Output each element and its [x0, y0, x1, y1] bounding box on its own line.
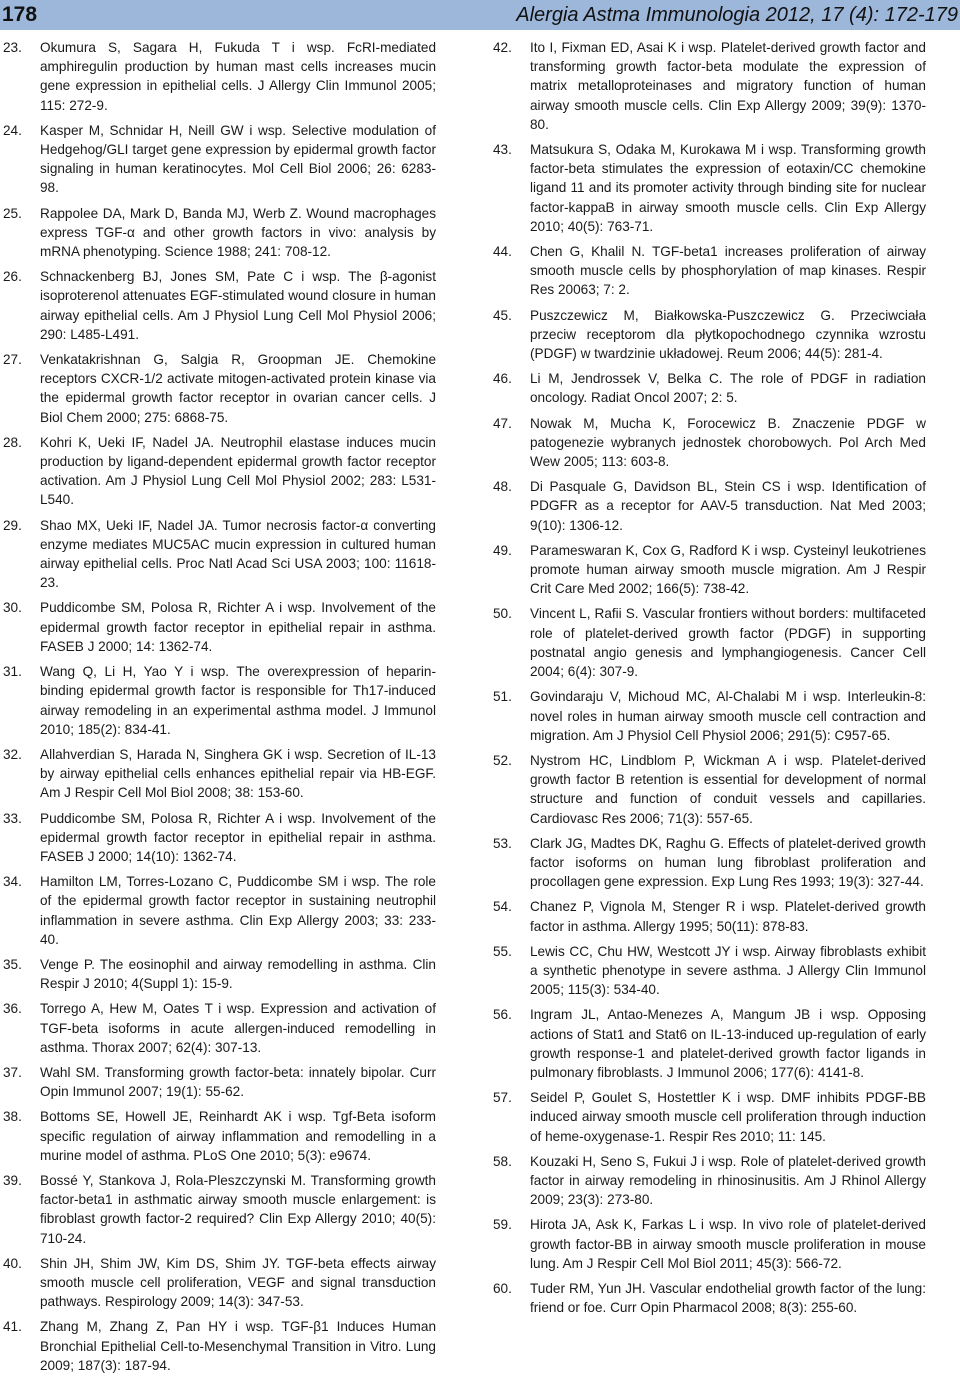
reference-text: Torrego A, Hew M, Oates T i wsp. Expression and activation of TGF-beta isoforms in acute allergen-induced remodelling in asthma. Thorax 2007; 62(4): 307-13.: [40, 1001, 436, 1055]
reference-number: 23.: [3, 40, 22, 55]
reference-item: [3, 1317, 436, 1375]
reference-item: [493, 306, 926, 364]
reference-item: [3, 662, 436, 739]
reference-text: Govindaraju V, Michoud MC, Al-Chalabi M i wsp. Interleukin-8: novel roles in human airway smooth muscle cell contraction and migration. Am J Physiol Cell Physiol 2006; 291(5): C957-65.: [530, 689, 926, 743]
reference-item: [493, 1005, 926, 1082]
page-number: 178: [2, 3, 38, 26]
reference-text: Puddicombe SM, Polosa R, Richter A i wsp. Involvement of the epidermal growth factor receptor in epithelial repair in asthma. FASEB J 2000; 14(10): 1362-74.: [40, 810, 436, 864]
reference-item: [493, 897, 926, 935]
reference-number: 35.: [3, 956, 22, 972]
reference-number: 38.: [3, 1109, 22, 1125]
reference-text: Shao MX, Ueki IF, Nadel JA. Tumor necrosis factor-α converting enzyme mediates MUC5AC mucin expression in cultured human airway epithelial cells. Proc Natl Acad Sci USA 2003; 100: 11618-23.: [40, 517, 436, 591]
reference-text: Tuder RM, Yun JH. Vascular endothelial growth factor of the lung: friend or foe. Curr Opin Pharmacol 2008; 8(3): 255-60.: [530, 1280, 926, 1316]
reference-item: [3, 1171, 436, 1248]
reference-text: Nystrom HC, Lindblom P, Wickman A i wsp. Platelet-derived growth factor B retention is essential for development of normal structure and function of conduit vessels and capillaries. Cardiovasc Res 2006; 71(3): 557-65.: [530, 752, 926, 826]
reference-item: [493, 477, 926, 535]
reference-number: 28.: [3, 434, 22, 450]
reference-item: [493, 541, 926, 599]
reference-number: 52.: [493, 752, 512, 768]
reference-text: Ito I, Fixman ED, Asai K i wsp. Platelet-derived growth factor and transforming growth factor-beta modulate the expression of matrix metalloproteinases and migratory function of human airway smooth muscle cells. Clin Exp Allergy 2009; 39(9): 1370-80.: [530, 40, 926, 132]
reference-number: 37.: [3, 1064, 22, 1080]
reference-item: [3, 872, 436, 949]
reference-item: [493, 38, 926, 134]
reference-number: 47.: [493, 415, 512, 431]
reference-item: [493, 942, 926, 1000]
reference-text: Puszczewicz M, Białkowska-Puszczewicz G. Przeciwciała przeciw receptorom dla płytkopochodnego czynnika wzrostu (PDGF) w twardzinie układowej. Reum 2006; 44(5): 281-4.: [530, 307, 926, 362]
reference-item: [3, 1063, 436, 1101]
reference-item: [493, 751, 926, 828]
reference-text: Hirota JA, Ask K, Farkas L i wsp. In vivo role of platelet-derived growth factor-BB in airway smooth muscle proliferation in mouse lung. Am J Respir Cell Mol Biol 2011; 45(3): 566-72.: [530, 1217, 926, 1271]
reference-number: 39.: [3, 1172, 22, 1188]
reference-number: 49.: [493, 542, 512, 558]
reference-text: Kohri K, Ueki IF, Nadel JA. Neutrophil elastase induces mucin production by ligand-dependent epidermal growth factor receptor activation. Am J Physiol Lung Cell Mol Physiol 2002; 283: L531-L540.: [40, 434, 436, 508]
reference-text: Lewis CC, Chu HW, Westcott JY i wsp. Airway fibroblasts exhibit a synthetic phenotype in severe asthma. J Allergy Clin Immunol 2005; 115(3): 534-40.: [530, 943, 926, 998]
reference-text: Matsukura S, Odaka M, Kurokawa M i wsp. Transforming growth factor-beta stimulates the expression of eotaxin/CC chemokine ligand 11 and its promoter activity through binding site for nuclear factor-kappaB in airway smooth muscle cells. Clin Exp Allergy 2010; 40(5): 763-71.: [530, 142, 926, 234]
reference-number: 33.: [3, 810, 22, 826]
reference-number: 59.: [493, 1217, 512, 1233]
reference-text: Venge P. The eosinophil and airway remodelling in asthma. Clin Respir J 2010; 4(Suppl 1): 15-9.: [40, 956, 436, 992]
reference-text: Bossé Y, Stankova J, Rola-Pleszczynski M. Transforming growth factor-beta1 in asthmatic airway smooth muscle enlargement: is fibroblast growth factor-2 required? Clin Exp Allergy 2010; 40(5): 710-24.: [40, 1172, 436, 1246]
reference-text: Chanez P, Vignola M, Stenger R i wsp. Platelet-derived growth factor in asthma. Allergy 1995; 50(11): 878-83.: [530, 899, 926, 934]
reference-number: 40.: [3, 1255, 22, 1271]
reference-item: [493, 604, 926, 681]
reference-number: 29.: [3, 517, 22, 533]
reference-number: 41.: [3, 1319, 22, 1335]
reference-number: 60.: [493, 1280, 512, 1296]
reference-text: Rappolee DA, Mark D, Banda MJ, Werb Z. Wound macrophages express TGF-α and other growth factors in vivo: analysis by mRNA phenotyping. Science 1988; 241: 708-12.: [40, 205, 436, 260]
reference-number: 53.: [493, 835, 512, 851]
reference-text: Okumura S, Sagara H, Fukuda T i wsp. FcRI-mediated amphiregulin production by human mast cells increases mucin gene expression in epithelial cells. J Allergy Clin Immunol 2005; 115: 272-9.: [40, 40, 436, 113]
reference-item: [3, 267, 436, 344]
reference-item: [493, 1152, 926, 1210]
reference-item: [3, 121, 436, 198]
reference-text: Allahverdian S, Harada N, Singhera GK i wsp. Secretion of IL-13 by airway epithelial cells enhances epithelial repair via HB-EGF. Am J Respir Cell Mol Biol 2008; 38: 153-60.: [40, 746, 436, 801]
reference-number: 24.: [3, 122, 22, 138]
reference-item: [3, 433, 436, 510]
reference-item: [493, 834, 926, 892]
reference-text: Vincent L, Rafii S. Vascular frontiers without borders: multifaceted role of platelet-derived growth factor (PDGF) in supporting postnatal angio genesis and lymphangiogenesis. Cancer Cell 2004; 6(4): 307-9.: [530, 606, 926, 680]
reference-item: [493, 140, 926, 236]
reference-text: Ingram JL, Antao-Menezes A, Mangum JB i wsp. Opposing actions of Stat1 and Stat6 on IL-13-induced up-regulation of early growth response-1 and platelet-derived growth factor ligands in pulmonary fibroblasts. J Immunol 2006; 177(6): 4141-8.: [530, 1007, 926, 1080]
reference-item: [3, 999, 436, 1057]
reference-text: Puddicombe SM, Polosa R, Richter A i wsp. Involvement of the epidermal growth factor receptor in epithelial repair in asthma. FASEB J 2000; 14: 1362-74.: [40, 600, 436, 654]
reference-item: [493, 1215, 926, 1273]
reference-item: [3, 516, 436, 593]
reference-item: [493, 1279, 926, 1317]
reference-item: [3, 809, 436, 867]
reference-number: 48.: [493, 479, 512, 495]
reference-number: 26.: [3, 269, 22, 285]
reference-item: [3, 204, 436, 262]
reference-text: Wahl SM. Transforming growth factor-beta: innately bipolar. Curr Opin Immunol 2007; 19(1): 55-62.: [40, 1064, 436, 1100]
reference-text: Wang Q, Li H, Yao Y i wsp. The overexpression of heparin-binding epidermal growth factor is responsible for Th17-induced airway remodeling in an experimental asthma model. J Immunol 2010; 185(2): 834-41.: [40, 664, 436, 737]
reference-item: [3, 1107, 436, 1165]
reference-number: 51.: [493, 689, 512, 705]
reference-text: Parameswaran K, Cox G, Radford K i wsp. Cysteinyl leukotrienes promote human airway smooth muscle migration. Am J Respir Crit Care Med 2002; 166(5): 738-42.: [530, 542, 926, 597]
reference-number: 46.: [493, 371, 512, 387]
reference-number: 55.: [493, 943, 512, 959]
reference-text: Venkatakrishnan G, Salgia R, Groopman JE. Chemokine receptors CXCR-1/2 activate mitogen-activated protein kinase via the epidermal growth factor receptor in ovarian cancer cells. J Biol Chem 2000; 275: 6868-75.: [40, 352, 436, 425]
reference-item: [493, 414, 926, 472]
reference-number: 56.: [493, 1007, 512, 1023]
reference-number: 43.: [493, 142, 512, 158]
reference-text: Li M, Jendrossek V, Belka C. The role of PDGF in radiation oncology. Radiat Oncol 2007; 2: 5.: [530, 371, 926, 406]
reference-number: 50.: [493, 606, 512, 622]
reference-text: Chen G, Khalil N. TGF-beta1 increases proliferation of airway smooth muscle cells by phosphorylation of map kinases. Respir Res 20063; 7: 2.: [530, 244, 926, 298]
reference-number: 34.: [3, 874, 22, 890]
reference-number: 30.: [3, 600, 22, 616]
reference-number: 31.: [3, 664, 22, 680]
page-header: [0, 0, 960, 30]
reference-text: Zhang M, Zhang Z, Pan HY i wsp. TGF-β1 Induces Human Bronchial Epithelial Cell-to-Mesenchymal Transition in Vitro. Lung 2009; 187(3): 187-94.: [40, 1319, 436, 1373]
reference-item: [3, 38, 436, 115]
reference-column-right: [493, 38, 926, 1323]
reference-text: Hamilton LM, Torres-Lozano C, Puddicombe SM i wsp. The role of the epidermal growth factor receptor in sustaining neutrophil inflammation in severe asthma. Clin Exp Allergy 2003; 33: 233-40.: [40, 874, 436, 947]
reference-item: [493, 687, 926, 745]
reference-number: 54.: [493, 899, 512, 915]
reference-number: 27.: [3, 352, 22, 368]
reference-number: 45.: [493, 307, 512, 323]
reference-number: 58.: [493, 1153, 512, 1169]
reference-text: Seidel P, Goulet S, Hostettler K i wsp. DMF inhibits PDGF-BB induced airway smooth muscle cell proliferation through induction of heme-oxygenase-1. Respir Res 2010; 11: 145.: [530, 1090, 926, 1144]
reference-column-left: [3, 38, 436, 1381]
reference-text: Kasper M, Schnidar H, Neill GW i wsp. Selective modulation of Hedgehog/GLI target gene expression by epidermal growth factor signaling in human keratinocytes. Mol Cell Biol 2006; 26: 6283-98.: [40, 122, 436, 196]
reference-text: Clark JG, Madtes DK, Raghu G. Effects of platelet-derived growth factor isoforms on human lung fibroblast proliferation and procollagen gene expression. Exp Lung Res 1993; 19(3): 327-44.: [530, 835, 926, 890]
reference-item: [493, 1088, 926, 1146]
reference-item: [493, 369, 926, 407]
reference-text: Di Pasquale G, Davidson BL, Stein CS i wsp. Identification of PDGFR as a receptor for AAV-5 transduction. Nat Med 2003; 9(10): 1306-12.: [530, 479, 926, 533]
reference-item: [3, 955, 436, 993]
reference-item: [3, 598, 436, 656]
reference-number: 25.: [3, 205, 22, 221]
reference-item: [3, 745, 436, 803]
reference-item: [493, 242, 926, 300]
reference-number: 57.: [493, 1090, 512, 1106]
reference-text: Nowak M, Mucha K, Forocewicz B. Znaczenie PDGF w patogenezie wybranych jednostek chorobowych. Pol Arch Med Wew 2005; 113: 603-8.: [530, 415, 926, 470]
reference-number: 42.: [493, 40, 512, 55]
reference-text: Schnackenberg BJ, Jones SM, Pate C i wsp. The β-agonist isoproterenol attenuates EGF-stimulated wound closure in human airway epithelial cells. Am J Physiol Lung Cell Mol Physiol 2006; 290: L485-L491.: [40, 269, 436, 342]
journal-citation: Alergia Astma Immunologia 2012, 17 (4): 172-179: [516, 4, 958, 26]
reference-item: [3, 350, 436, 427]
reference-number: 32.: [3, 746, 22, 762]
reference-text: Shin JH, Shim JW, Kim DS, Shim JY. TGF-beta effects airway smooth muscle cell proliferation, VEGF and signal transduction pathways. Respirology 2009; 14(3): 347-53.: [40, 1255, 436, 1310]
reference-text: Bottoms SE, Howell JE, Reinhardt AK i wsp. Tgf-Beta isoform specific regulation of airway inflammation and remodelling in a murine model of asthma. PLoS One 2010; 5(3): e9674.: [40, 1109, 436, 1163]
reference-text: Kouzaki H, Seno S, Fukui J i wsp. Role of platelet-derived growth factor in airway remodeling in rhinosinusitis. Am J Rhinol Allergy 2009; 23(3): 273-80.: [530, 1153, 926, 1208]
reference-number: 36.: [3, 1001, 22, 1017]
reference-item: [3, 1254, 436, 1312]
reference-number: 44.: [493, 244, 512, 260]
